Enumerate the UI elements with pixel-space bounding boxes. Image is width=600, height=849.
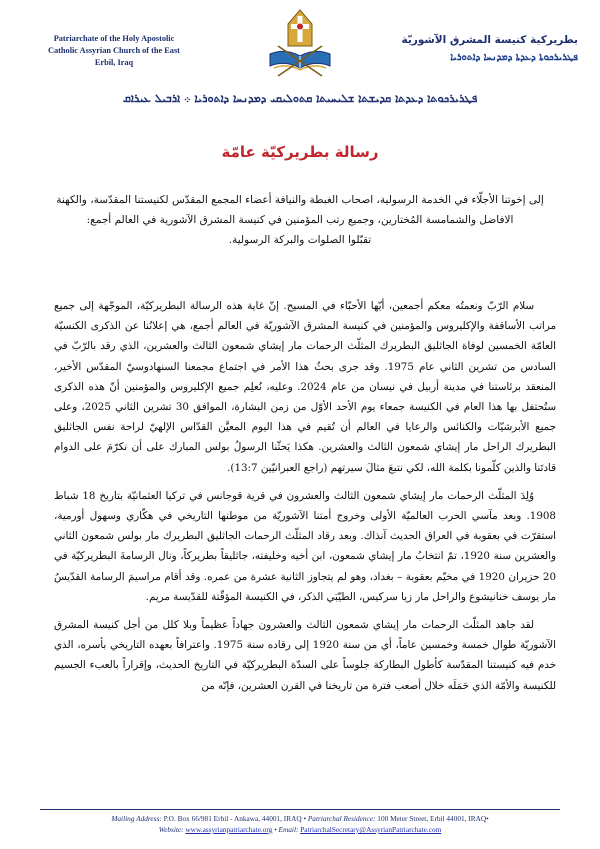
- body-paragraph-1: سلام الرّبّ ونعمتُه معكم أجمعين، أيّها الأحبّاء في المسيح. إنّ غاية هذه الرسالة البطريركيّة، الموجّهة إلى جميع مراتب الأساقفة والإكليروس والمؤمنين في كنيسة المشرق الآشوريّة في العالم أجمع، هي إعلانُنا عن الذكرى الكنسيّة العامّة الخمسين لوفاة الجاثليق البطريرك المثلّث الرحمات مار إيشاي شمعون الثالث والعشرين، الذي رقد بالرّبّ في السادس من تشرين الثاني عام 1975. وقد جرى بحثُ هذا الأمر في اجتماع مجمعنا السنهادوسيّ المقدّس الأخير، المنعقد برئاستنا في مدينة أربيل في نيسان من عام 2024. وعليه، نُعلِم جميع الإكليروس والمؤمنين أنّ هذه الذكرى ستُحتفل بها هذا العام في الكنيسة جمعاء يوم الأحد الأوّل من زمن البشارة، الموافق 30 تشرين الثاني 2025، وعلى جميع الأبرشيّات والكنائس والرعايا في العالم أن تُقيم في هذا اليوم المعيَّن القدّاس الإلهيّ لراحة نفس الجاثليق البطريرك الراحل مار إيشاي شمعون الثالث والعشرين. هكذا يَحثّنا الرسولُ بولس المبارك على أن نكرّمَ على الدوام قادتَنا والذين كلّمونا بكلمة الله، لكي نتبعَ مثالَ سيرتهم (راجع العبرانيّين 13:7).: [54, 300, 557, 474]
- footer-email-link[interactable]: PatriarchalSecretary@AssyrianPatriarchate.com: [300, 825, 442, 834]
- body-paragraph-2: وُلِدَ المثلّث الرحمات مار إيشاي شمعون الثالث والعشرون في قرية قوجانس في تركيا العثمانيّة بتاريخ 18 شباط 1908. وبعد مآسي الحرب العالميّة الأولى وخروج أمتنا الآشوريّة من موطنها التاريخي في هكّاري وسهول أورمية، استقرّت في بعقوبة في العراق الحديث آنذاك. وبعد رقاد المثلّث الرحمات الجاثليق البطريرك مار بولس شمعون الثاني والعشرين سنة 1920، تمّ انتخابُ مار إيشاي شمعون، ابن أخيه وخليفته، جاثليقاً بطريركاً، ونال الرسامةَ البطريركيّة في 20 حزيران 1920 في مخيّم بعقوبة – بغداد، وهو لم يتجاوز الثانية عشرة من عمره. وقد أقام مراسيمَ الرسامة القدّيسُ مار يوسف خنانيشوع والراحل مار زيا سركيس، الطيّبَي الذكر، في الكنيسة المؤقّتة للقدّيسة مريم.: [54, 489, 557, 603]
- letter-title: رسالة بطريركيّة عامّة: [221, 143, 379, 161]
- footer-email-label: • Email:: [274, 825, 299, 834]
- header-arabic-name: بطريركية كنيسة المشرق الآشوريّة: [401, 34, 578, 46]
- footer-mailing-label: Mailing Address:: [111, 814, 162, 823]
- footer-residence-address: 100 Meter Street, Erbil 44001, IRAQ•: [377, 814, 489, 823]
- header-syriac-name: ܦܛܪܝܪܟܘܬܐ ܕܥܕܬܐ ܕܡܕܢܚܐ ܕܐܬܘܪܝܐ: [450, 52, 578, 63]
- footer-residence-label: Patriarchal Residence:: [307, 814, 376, 823]
- address-line-2: الافاضل والشمامسة المُختارين، وجميع رتب المؤمنين في كنيسة المشرق الآشورية في العالم أجمع:: [86, 214, 514, 226]
- footer-divider: [40, 809, 560, 810]
- body-paragraph-3: لقد جاهد المثلّث الرحمات مار إيشاي شمعون الثالث والعشرون جهاداً عظيماً وبلا كلل من أجل كنيسة المشرق الآشوريّة طوال خمسة وخمسين عاماً، أي من سنة 1920 إلى رقاده سنة 1975. واعترافاً بعهده التاريخي بأسره، الذي خدم فيه كنيستنا المقدّسة كأطول البطاركة جلوساً على السدّة البطريركيّة في التاريخ الحديث، وإقراراً بالعبء الجسيم للكنيسة والأمّة الذي حَمَلَه خلال أصعب فترة من تاريخنا في القرن العشرين، فإنّه من: [54, 619, 556, 692]
- address-line-1: إلى إخوتنا الأجلّاء في الخدمة الرسولية، اصحاب الغبطة والنيافة أعضاء المجمع المقدّس لكنيستنا المقدّسة، والكهنة: [56, 194, 544, 206]
- footer-line-2: [20, 824, 580, 835]
- header-english-line-3: Erbil, Iraq: [94, 58, 134, 67]
- letter-body: [54, 296, 556, 704]
- footer-line-1: [20, 813, 580, 824]
- header-english-line-1: Patriarchate of the Holy Apostolic: [53, 34, 175, 43]
- header-english-line-2: Catholic Assyrian Church of the East: [48, 46, 180, 55]
- patriarchate-emblem-icon: [260, 6, 340, 78]
- footer-website-link[interactable]: www.assyrianpatriarchate.org: [185, 825, 273, 834]
- syriac-banner-line: ܦܛܪܝܪܟܘܬܐ ܕܥܕܬܐ ܩܕܝܫܬܐ ܫܠܝܚܝܬܐ ܩܬܘܠܝܩܝ ܕܡܕܢܚܐ ܕܐܬܘܪܝܐ ܀ ܐܪܒܝܠ ܥܝܪܐܩ: [122, 92, 478, 105]
- letter-address: [42, 190, 558, 250]
- header-english-block: [34, 33, 194, 69]
- address-line-3: تقبّلوا الصلوات والبركة الرسولية.: [228, 234, 372, 246]
- footer-mailing-address: P.O. Box 66/981 Erbil - Ankawa, 44001, IRAQ •: [163, 814, 307, 823]
- footer-website-label: Website:: [158, 825, 184, 834]
- header-arabic-block: [368, 32, 578, 66]
- footer: [20, 813, 580, 835]
